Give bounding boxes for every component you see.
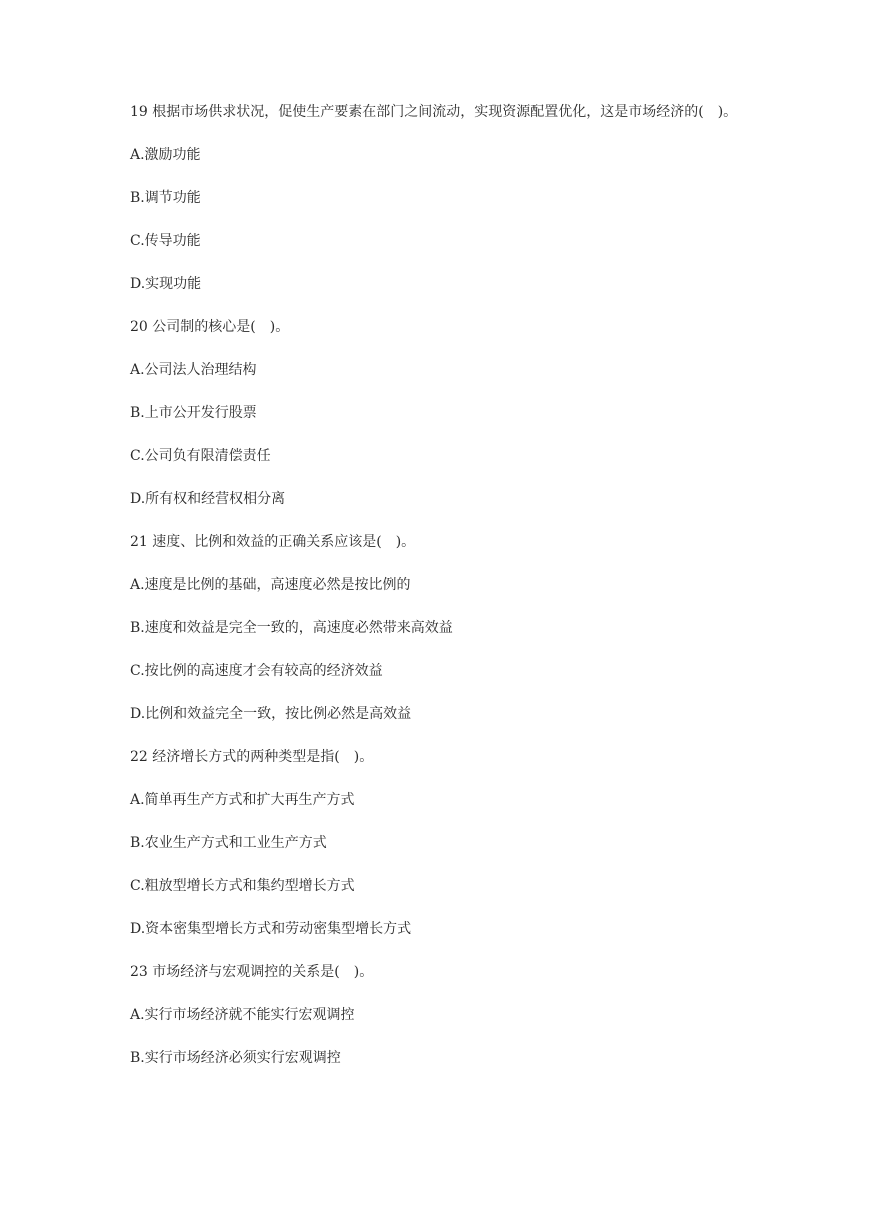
question-19-option-a: A.激励功能 bbox=[130, 147, 201, 163]
question-19-option-d: D.实现功能 bbox=[130, 276, 202, 292]
question-21-option-b: B.速度和效益是完全一致的，高速度必然带来高效益 bbox=[130, 620, 453, 636]
question-21-option-d: D.比例和效益完全一致，按比例必然是高效益 bbox=[130, 706, 412, 722]
question-19-stem: 19 根据市场供求状况，促使生产要素在部门之间流动，实现资源配置优化，这是市场经济的( )。 bbox=[130, 104, 738, 120]
question-22-option-b: B.农业生产方式和工业生产方式 bbox=[130, 835, 327, 851]
question-20-option-a: A.公司法人治理结构 bbox=[130, 362, 257, 378]
question-21-stem: 21 速度、比例和效益的正确关系应该是( )。 bbox=[130, 534, 416, 550]
question-23-stem: 23 市场经济与宏观调控的关系是( )。 bbox=[130, 964, 374, 980]
question-23-option-b: B.实行市场经济必须实行宏观调控 bbox=[130, 1050, 341, 1066]
question-19-option-c: C.传导功能 bbox=[130, 233, 201, 249]
question-23-option-a: A.实行市场经济就不能实行宏观调控 bbox=[130, 1007, 355, 1023]
question-19-option-b: B.调节功能 bbox=[130, 190, 201, 206]
question-20-option-d: D.所有权和经营权相分离 bbox=[130, 491, 286, 507]
question-20-option-b: B.上市公开发行股票 bbox=[130, 405, 257, 421]
question-22-option-d: D.资本密集型增长方式和劳动密集型增长方式 bbox=[130, 921, 412, 937]
question-21-option-c: C.按比例的高速度才会有较高的经济效益 bbox=[130, 663, 383, 679]
document-page bbox=[130, 101, 740, 1069]
question-20-stem: 20 公司制的核心是( )。 bbox=[130, 319, 290, 335]
question-22-option-a: A.简单再生产方式和扩大再生产方式 bbox=[130, 792, 355, 808]
question-22-option-c: C.粗放型增长方式和集约型增长方式 bbox=[130, 878, 355, 894]
question-21-option-a: A.速度是比例的基础，高速度必然是按比例的 bbox=[130, 577, 411, 593]
question-22-stem: 22 经济增长方式的两种类型是指( )。 bbox=[130, 749, 374, 765]
question-20-option-c: C.公司负有限清偿责任 bbox=[130, 448, 271, 464]
